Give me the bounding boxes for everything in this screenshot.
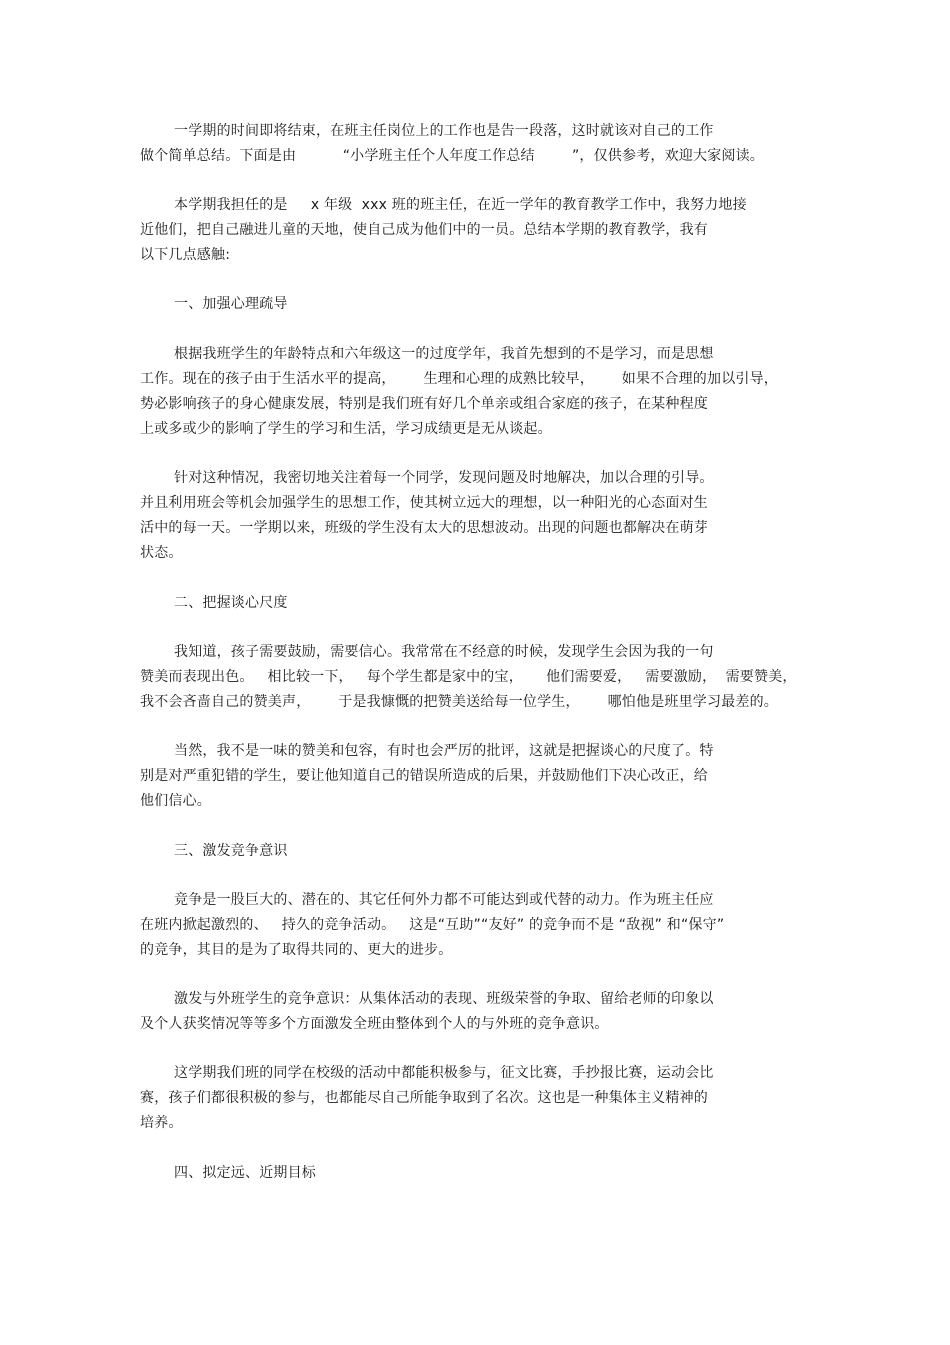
p4-line-3: 我不会吝啬自己的赞美声， 于是我慷慨的把赞美送给每一位学生， 哪怕他是班里学习最差的。: [140, 694, 778, 710]
p6-line-1: 竞争是一股巨大的、潜在的、其它任何外力都不可能达到或代替的动力。作为班主任应: [174, 892, 714, 908]
p1-line-3: 以下几点感触:: [140, 247, 231, 263]
p8-line-1: 这学期我们班的同学在校级的活动中都能积极参与，征文比赛，手抄报比赛，运动会比: [174, 1065, 714, 1081]
p3-line-2: 并且利用班会等机会加强学生的思想工作，使其树立远大的理想，以一种阳光的心态面对生: [140, 495, 708, 511]
p3-line-1: 针对这种情况，我密切地关注着每一个同学，发现问题及时地解决，加以合理的引导。: [174, 470, 714, 486]
p5-line-1: 当然，我不是一味的赞美和包容，有时也会严厉的批评，这就是把握谈心的尺度了。特: [174, 743, 714, 759]
p6-line-2: 在班内掀起激烈的、 持久的竞争活动。 这是“互助”“友好” 的竞争而不是 “敌视” 和“保守”: [140, 917, 725, 933]
p8-line-3: 培养。: [140, 1115, 183, 1131]
intro-line-1: 一学期的时间即将结束，在班主任岗位上的工作也是告一段落，这时就该对自己的工作: [174, 123, 714, 139]
section-heading-1: 一、加强心理疏导: [174, 296, 288, 312]
p5-line-2: 别是对严重犯错的学生，要让他知道自己的错误所造成的后果，并鼓励他们下决心改正，给: [140, 768, 708, 784]
section-heading-4: 四、拟定远、近期目标: [174, 1165, 316, 1181]
p4-line-1: 我知道，孩子需要鼓励，需要信心。我常常在不经意的时候，发现学生会因为我的一句: [174, 644, 714, 660]
section-heading-3: 三、激发竞争意识: [174, 843, 288, 859]
p3-line-4: 状态。: [140, 545, 183, 561]
p6-line-3: 的竞争，其目的是为了取得共同的、更大的进步。: [140, 942, 453, 958]
p2-line-4: 上或多或少的影响了学生的学习和生活，学习成绩更是无从谈起。: [140, 421, 552, 437]
intro-line-2: 做个简单总结。下面是由 “小学班主任个人年度工作总结 ”，仅供参考，欢迎大家阅读。: [140, 148, 765, 164]
p8-line-2: 赛，孩子们都很积极的参与，也都能尽自己所能争取到了名次。这也是一种集体主义精神的: [140, 1090, 708, 1106]
p7-line-2: 及个人获奖情况等等多个方面激发全班由整体到个人的与外班的竞争意识。: [140, 1016, 609, 1032]
p4-line-2: 赞美而表现出色。 相比较一下， 每个学生都是家中的宝， 他们需要爱， 需要激励， 需要赞美，: [140, 669, 797, 685]
p1-line-1: 本学期我担任的是 x 年级 xxx 班的班主任，在近一学年的教育教学工作中，我努力地接: [174, 197, 747, 213]
p2-line-2: 工作。现在的孩子由于生活水平的提高， 生理和心理的成熟比较早， 如果不合理的加以引导，: [140, 371, 778, 387]
p2-line-1: 根据我班学生的年龄特点和六年级这一的过度学年，我首先想到的不是学习，而是思想: [174, 346, 714, 362]
p1-line-2: 近他们，把自己融进儿童的天地，使自己成为他们中的一员。总结本学期的教育教学，我有: [140, 222, 708, 238]
p2-line-3: 势必影响孩子的身心健康发展，特别是我们班有好几个单亲或组合家庭的孩子，在某种程度: [140, 396, 708, 412]
section-heading-2: 二、把握谈心尺度: [174, 595, 288, 611]
p5-line-3: 他们信心。: [140, 793, 211, 809]
p3-line-3: 活中的每一天。一学期以来，班级的学生没有太大的思想波动。出现的问题也都解决在萌芽: [140, 520, 708, 536]
p7-line-1: 激发与外班学生的竞争意识：从集体活动的表现、班级荣誉的争取、留给老师的印象以: [174, 991, 714, 1007]
